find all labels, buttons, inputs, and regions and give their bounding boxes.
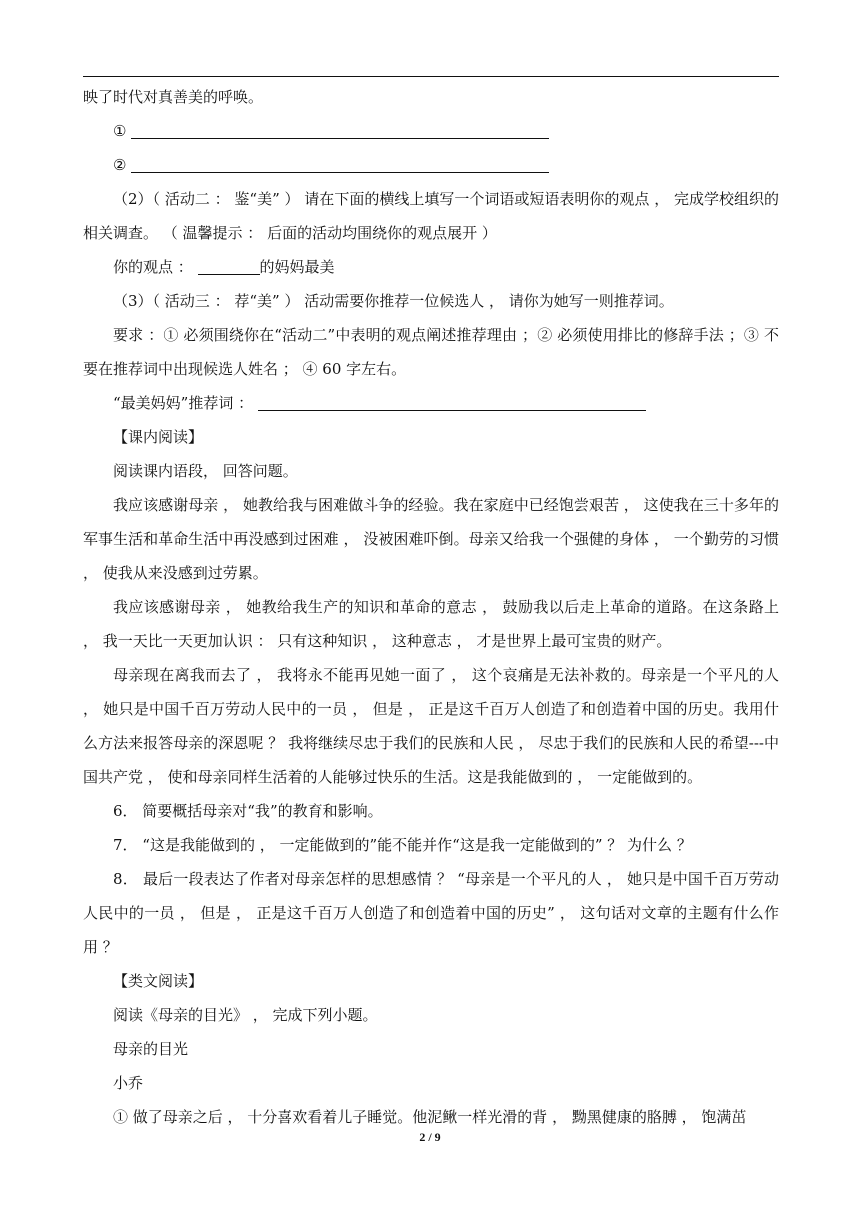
document-body — [83, 80, 779, 1134]
question-3: （3）（ 活动三 ： 荐“美” ） 活动需要你推荐一位候选人 ， 请你为她写一则推荐词。 — [113, 292, 674, 310]
article-paragraph: ① 做了母亲之后 ， 十分喜欢看着儿子睡觉。他泥鳅一样光滑的背 ， 黝黑健康的胳膊 ， 饱满茁 — [113, 1108, 747, 1126]
requirements: 要求 ：① 必须围绕你在“活动二”中表明的观点阐述推荐理由 ；② 必须使用排比的修辞手法 ；③ 不要在推荐词中出现候选人姓名 ； ④ 60 字左右。 — [83, 326, 779, 378]
question-2: （2）（ 活动二 ： 鉴“美” ） 请在下面的横线上填写一个词语或短语表明你的观点 ， 完成学校组织的相关调查。 （ 温馨提示 ： 后面的活动均围绕你的观点展开 ） — [83, 190, 779, 242]
answer-line-1 — [83, 114, 779, 148]
instruction: 阅读《母亲的目光》 ， 完成下列小题。 — [113, 1006, 378, 1024]
passage-paragraph: 我应该感谢母亲 ， 她教给我生产的知识和革命的意志 ， 鼓励我以后走上革命的道路。在这条路上 ， 我一天比一天更加认识 ： 只有这种知识 ， 这种意志 ， 才是世界上最可宝贵的财产。 — [83, 598, 779, 650]
section-heading: 【课内阅读】 — [113, 428, 204, 446]
question-6: 6． 简要概括母亲对“我”的教育和影响。 — [113, 802, 383, 820]
viewpoint-suffix: 的妈妈最美 — [259, 258, 335, 276]
answer-blank[interactable] — [131, 120, 549, 139]
question-8: 8． 最后一段表达了作者对母亲怎样的思想感情 ？ “母亲是一个平凡的人 ， 她只是中国千百万劳动人民中的一员 ， 但是 ， 正是这千百万人创造了和创造着中国的历史” ， 这句话对文章的主题有什么作用 ？ — [83, 870, 779, 956]
answer-line-2 — [83, 148, 779, 182]
answer-label: ② — [113, 156, 127, 174]
recommendation-line — [83, 386, 779, 420]
paragraph: 映了时代对真善美的呼唤。 — [83, 88, 264, 106]
answer-label: ① — [113, 122, 127, 140]
article-title: 母亲的目光 — [113, 1040, 189, 1058]
passage-paragraph: 我应该感谢母亲 ， 她教给我与困难做斗争的经验。我在家庭中已经饱尝艰苦 ， 这使我在三十多年的军事生活和革命生活中再没感到过困难 ， 没被困难吓倒。母亲又给我一个强健的身体 ， 一个勤劳的习惯 ， 使我从来没感到过劳累。 — [83, 496, 779, 582]
recommendation-label: “最美妈妈”推荐词 ： — [113, 394, 258, 412]
question-7: 7． “这是我能做到的 ， 一定能做到的”能不能并作“这是我一定能做到的” ？ 为什么 ？ — [113, 836, 692, 854]
viewpoint-label: 你的观点 ： — [113, 258, 198, 276]
section-heading: 【类文阅读】 — [113, 972, 204, 990]
recommendation-blank[interactable] — [258, 392, 646, 411]
passage-paragraph: 母亲现在离我而去了 ， 我将永不能再见她一面了 ， 这个哀痛是无法补救的。母亲是一个平凡的人 ， 她只是中国千百万劳动人民中的一员 ， 但是 ， 正是这千百万人创造了和创造着中国的历史。我用什么方法来报答母亲的深恩呢 ？ 我将继续尽忠于我们的民族和人民 ， 尽忠于我们的民族和人民的希望---中国共产党 ， 使和母亲同样生活着的人能够过快乐的生活。这是我能做到的 ， 一定能做到的。 — [83, 666, 779, 786]
instruction: 阅读课内语段， 回答问题。 — [113, 462, 298, 480]
viewpoint-line — [83, 250, 779, 284]
page-number: 2 / 9 — [419, 1130, 441, 1144]
viewpoint-blank[interactable] — [198, 256, 260, 275]
header-rule — [83, 76, 779, 77]
article-author: 小乔 — [113, 1074, 144, 1092]
answer-blank[interactable] — [131, 154, 549, 173]
